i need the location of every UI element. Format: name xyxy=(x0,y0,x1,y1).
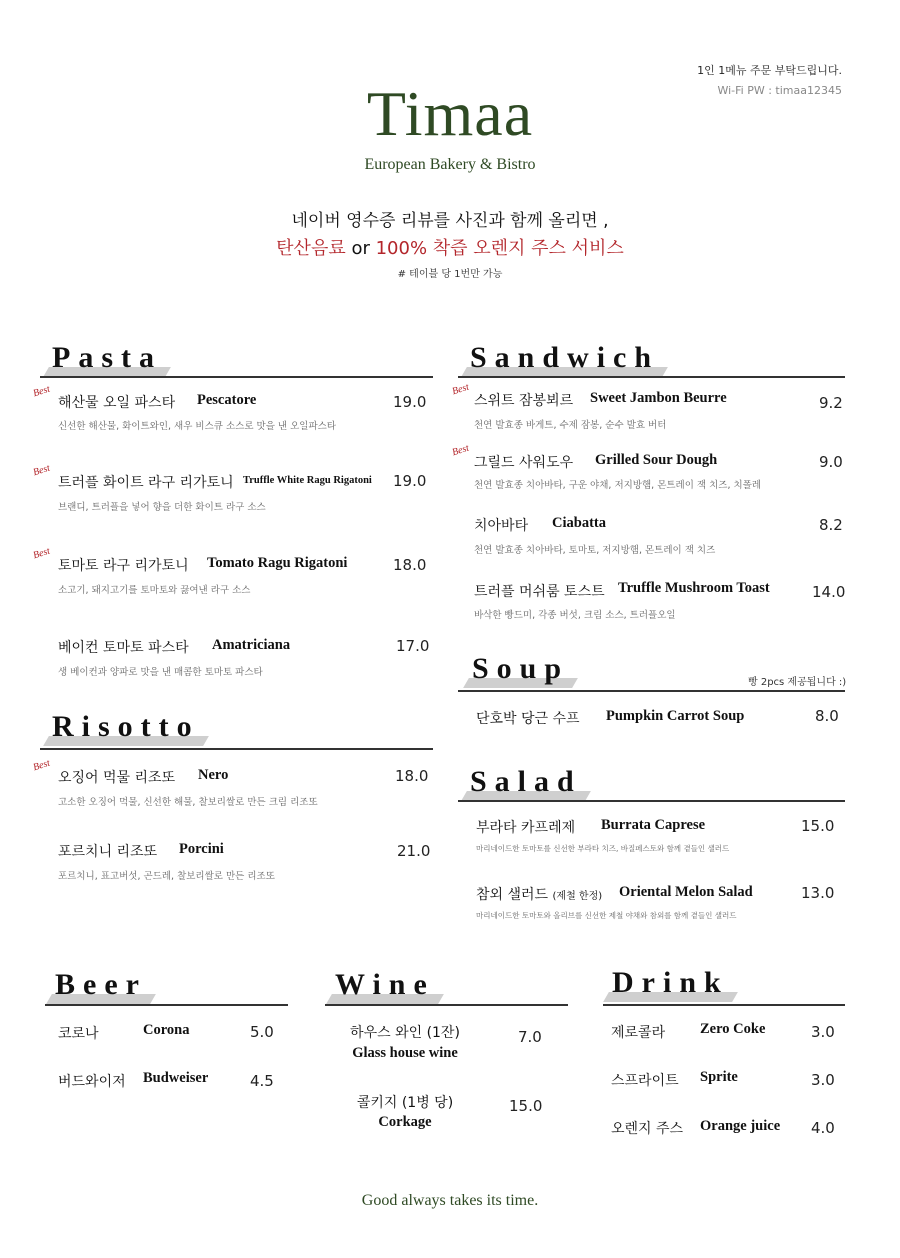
menu-item-name-ko: 해산물 오일 파스타 xyxy=(58,395,176,411)
section-divider xyxy=(45,1004,288,1006)
menu-item-name-ko: 단호박 당근 수프 xyxy=(476,711,580,727)
menu-item-name-ko: 치아바타 xyxy=(474,518,529,534)
section-title-pasta: Pasta xyxy=(52,341,162,374)
best-badge: Best xyxy=(31,545,52,562)
menu-item-price: 18.0 xyxy=(393,556,427,574)
menu-item-desc: 마리네이드한 토마토와 올리브를 신선한 제철 야채와 참외를 함께 곁들인 샐러드 xyxy=(476,911,737,920)
menu-item-name-ko: 포르치니 리조또 xyxy=(58,844,158,860)
menu-item-name-en: Truffle White Ragu Rigatoni xyxy=(243,475,372,486)
order-policy-note: 1인 1메뉴 주문 부탁드립니다. xyxy=(697,64,842,77)
section-title-drink: Drink xyxy=(612,966,729,999)
menu-item-desc: 포르치니, 표고버섯, 곤드레, 찰보리쌀로 만든 리조또 xyxy=(58,871,275,882)
menu-item-name-en: Amatriciana xyxy=(212,637,291,653)
menu-item-name-en: Corona xyxy=(143,1022,190,1038)
menu-item-name-en: Sprite xyxy=(700,1069,738,1085)
menu-item-name-ko: 트러플 화이트 라구 리가토니 xyxy=(58,475,234,491)
menu-item-desc: 생 베이컨과 양파로 맛을 낸 매콤한 토마토 파스타 xyxy=(58,667,263,678)
menu-item-price: 13.0 xyxy=(801,884,835,902)
menu-item-price: 4.0 xyxy=(811,1119,835,1137)
menu-item-name-en: Sweet Jambon Beurre xyxy=(590,390,727,406)
promo-line2 xyxy=(0,234,900,260)
menu-item-price: 21.0 xyxy=(397,842,431,860)
promo-soda: 탄산음료 xyxy=(276,238,346,259)
menu-item-name-en: Oriental Melon Salad xyxy=(619,884,753,900)
section-divider xyxy=(458,376,845,378)
menu-item-name-ko: 제로콜라 xyxy=(611,1025,666,1041)
menu-item-desc: 브랜디, 트러플을 넣어 향을 더한 화이트 라구 소스 xyxy=(58,502,266,513)
section-title-beer: Beer xyxy=(55,968,147,1001)
menu-item-price: 17.0 xyxy=(396,637,430,655)
menu-item-name-en: Pumpkin Carrot Soup xyxy=(606,708,745,724)
menu-item-name-ko: 베이컨 토마토 파스타 xyxy=(58,640,189,656)
best-badge: Best xyxy=(31,462,52,479)
footer-tagline: Good always takes its time. xyxy=(361,1192,539,1209)
menu-item-price: 19.0 xyxy=(393,472,427,490)
menu-item-price: 9.0 xyxy=(819,453,843,471)
best-badge: Best xyxy=(450,442,471,459)
menu-item-name-ko: 오렌지 주스 xyxy=(611,1121,684,1137)
section-title-wine: Wine xyxy=(335,968,435,1001)
menu-item-name-ko: 트러플 머쉬룸 토스트 xyxy=(474,584,605,600)
menu-item-price: 8.2 xyxy=(819,516,843,534)
menu-item-name-ko: 콜키지 (1병 당) xyxy=(356,1095,454,1111)
menu-item-name-ko: 하우스 와인 (1잔) xyxy=(350,1025,460,1041)
menu-item-name-en: Orange juice xyxy=(700,1118,781,1134)
section-divider xyxy=(458,800,845,802)
menu-item-desc: 바삭한 빵드미, 각종 버섯, 크림 소스, 트러플오일 xyxy=(474,610,676,621)
menu-item-price: 5.0 xyxy=(250,1023,274,1041)
menu-item-desc: 천연 발효종 바게트, 수제 잠봉, 순수 발효 버터 xyxy=(474,420,667,431)
menu-item-price: 15.0 xyxy=(801,817,835,835)
menu-item-price: 4.5 xyxy=(250,1072,274,1090)
menu-item-name-ko: 버드와이저 xyxy=(58,1074,126,1090)
menu-item-desc: 천연 발효종 치아바타, 구운 야채, 저지방햄, 몬트레이 잭 치즈, 치폴레 xyxy=(474,480,762,491)
promo-limit: # 테이블 당 1번만 가능 xyxy=(397,269,503,280)
menu-item-price: 18.0 xyxy=(395,767,429,785)
menu-item-name-ko: 부라타 카프레제 xyxy=(476,820,576,836)
menu-item-name-en: Budweiser xyxy=(143,1070,209,1086)
menu-item-name-ko: 스프라이트 xyxy=(611,1073,679,1089)
best-badge: Best xyxy=(31,383,52,400)
promo-juice: 100% 착즙 오렌지 주스 서비스 xyxy=(375,238,624,259)
menu-item-name-ko xyxy=(476,884,602,904)
promo-or: or xyxy=(345,238,376,259)
menu-item-name-ko: 오징어 먹물 리조또 xyxy=(58,770,176,786)
menu-item-name-ko: 코로나 xyxy=(58,1026,99,1042)
menu-item-name-ko-text: 참외 샐러드 xyxy=(476,887,549,903)
section-divider xyxy=(458,690,845,692)
menu-item-name-en: Zero Coke xyxy=(700,1021,766,1037)
menu-item-name-en: Glass house wine xyxy=(352,1045,458,1061)
section-divider xyxy=(40,748,433,750)
menu-item-desc: 고소한 오징어 먹물, 신선한 해물, 찰보리쌀로 만든 크림 리조또 xyxy=(58,797,318,808)
section-title-risotto: Risotto xyxy=(52,710,200,743)
section-divider xyxy=(603,1004,845,1006)
menu-item-price: 8.0 xyxy=(815,707,839,725)
menu-item-name-en: Ciabatta xyxy=(552,515,606,531)
section-title-salad: Salad xyxy=(470,765,582,798)
menu-item-price: 14.0 xyxy=(812,583,846,601)
menu-item-price: 9.2 xyxy=(819,394,843,412)
menu-item-name-en: Porcini xyxy=(179,841,224,857)
menu-item-name-ko: 그릴드 사워도우 xyxy=(474,455,574,471)
menu-item-price: 3.0 xyxy=(811,1071,835,1089)
menu-item-name-en: Truffle Mushroom Toast xyxy=(618,580,770,596)
best-badge: Best xyxy=(31,757,52,774)
menu-item-price: 3.0 xyxy=(811,1023,835,1041)
menu-item-price: 15.0 xyxy=(509,1097,543,1115)
brand-logo: Timaa xyxy=(366,78,534,149)
menu-item-name-en: Grilled Sour Dough xyxy=(595,452,718,468)
section-title-soup: Soup xyxy=(472,652,570,685)
menu-item-desc: 마리네이드한 토마토를 신선한 부라타 치즈, 바질페스토와 함께 곁들인 샐러드 xyxy=(476,844,730,853)
menu-item-name-ko: 스위트 잠봉뵈르 xyxy=(474,393,574,409)
promo-line1: 네이버 영수증 리뷰를 사진과 함께 올리면 , xyxy=(291,211,609,231)
menu-item-name-en: Burrata Caprese xyxy=(601,817,706,833)
wifi-password: Wi-Fi PW : timaa12345 xyxy=(717,84,842,97)
soup-bread-note: 빵 2pcs 제공됩니다 :) xyxy=(748,677,847,688)
menu-item-name-ko: 토마토 라구 리가토니 xyxy=(58,558,189,574)
section-divider xyxy=(325,1004,568,1006)
menu-item-name-en: Tomato Ragu Rigatoni xyxy=(207,555,348,571)
seasonal-note: (제철 한정) xyxy=(552,891,603,902)
menu-item-name-en: Nero xyxy=(198,767,229,783)
section-divider xyxy=(40,376,433,378)
menu-item-name-en: Pescatore xyxy=(197,392,257,408)
menu-item-desc: 소고기, 돼지고기를 토마토와 끓여낸 라구 소스 xyxy=(58,585,251,596)
brand-subtitle: European Bakery & Bistro xyxy=(364,156,536,173)
menu-item-price: 19.0 xyxy=(393,393,427,411)
menu-item-name-en: Corkage xyxy=(378,1114,432,1130)
best-badge: Best xyxy=(450,381,471,398)
menu-item-price: 7.0 xyxy=(518,1028,542,1046)
menu-item-desc: 신선한 해산물, 화이트와인, 새우 비스큐 소스로 맛을 낸 오일파스타 xyxy=(58,421,336,432)
menu-item-desc: 천연 발효종 치아바타, 토마토, 저지방햄, 몬트레이 잭 치즈 xyxy=(474,545,716,556)
section-title-sandwich: Sandwich xyxy=(470,341,660,374)
